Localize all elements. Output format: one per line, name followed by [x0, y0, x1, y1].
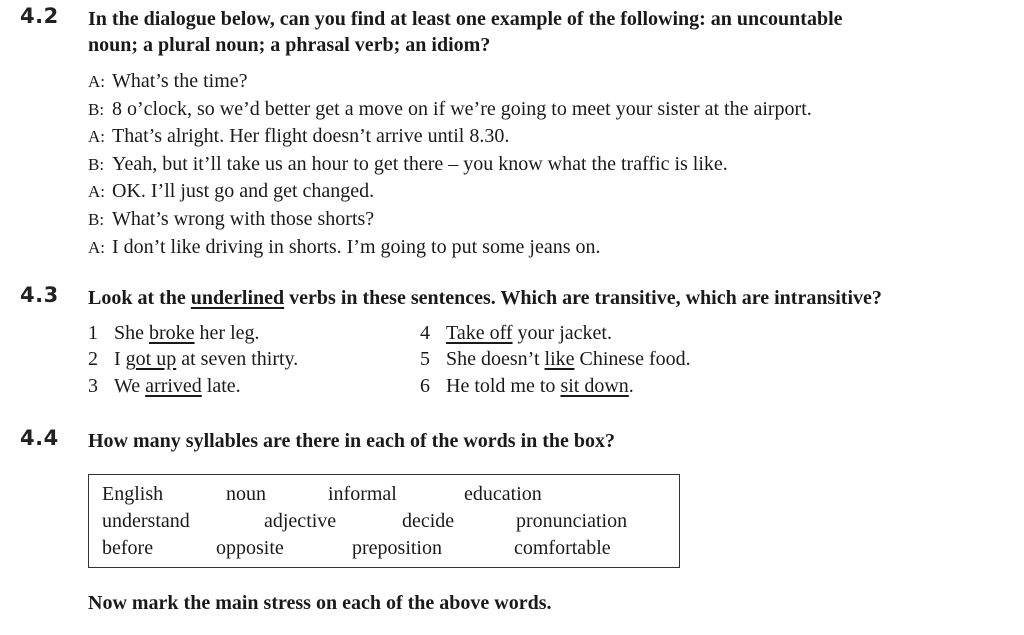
sentence-item	[420, 320, 612, 346]
instruction-line-1: In the dialogue below, can you find at least one example of the following: an uncountable	[88, 8, 843, 30]
sentence-text: Chinese food.	[574, 348, 691, 370]
sentence-text: .	[628, 375, 634, 397]
followup-instruction: Now mark the main stress on each of the above words.	[88, 592, 552, 614]
underlined-verb: arrived	[145, 375, 202, 397]
box-word: before	[102, 537, 154, 559]
dialogue-text: That’s alright. Her flight doesn’t arrive until 8.30.	[112, 125, 510, 148]
exercise-4-2-instruction	[88, 6, 1008, 58]
exercise-number-4-4: 4.4	[20, 426, 59, 450]
speaker-label: A:	[88, 127, 105, 147]
dialogue-line	[88, 178, 812, 206]
sentence-text: at seven thirty.	[176, 348, 299, 370]
sentence-number: 1	[88, 322, 98, 344]
instruction-underlined-word: underlined	[190, 287, 285, 309]
sentence-text: She	[114, 322, 149, 344]
dialogue-line	[88, 151, 812, 179]
sentence-text: We	[114, 375, 146, 397]
exercise-4-3-instruction	[88, 285, 1008, 311]
sentence-number: 3	[88, 375, 98, 397]
dialogue-line	[88, 96, 812, 124]
box-word: English	[102, 483, 164, 505]
sentence-number: 5	[420, 348, 430, 370]
sentence-text: your jacket.	[512, 322, 612, 344]
sentence-text: She doesn’t	[446, 348, 545, 370]
sentence-item	[88, 320, 260, 346]
speaker-label: B:	[88, 154, 105, 174]
box-word: opposite	[216, 537, 284, 559]
dialogue-text: Yeah, but it’ll take us an hour to get there – you know what the traffic is like.	[112, 152, 728, 175]
box-word: noun	[226, 483, 266, 505]
sentence-item	[420, 373, 634, 399]
speaker-label: A:	[88, 72, 105, 91]
exercise-number-4-3: 4.3	[20, 283, 59, 307]
box-word: decide	[402, 510, 455, 532]
dialogue-text: 8 o’clock, so we’d better get a move on if we’re going to meet your sister at the airport.	[112, 97, 812, 120]
box-word: education	[464, 483, 542, 505]
box-word: adjective	[264, 510, 337, 532]
speaker-label: B:	[88, 99, 105, 119]
underlined-verb: like	[544, 348, 575, 370]
box-word: preposition	[352, 537, 442, 559]
dialogue-line	[88, 123, 812, 151]
dialogue-text: What’s the time?	[112, 70, 248, 92]
sentence-number: 6	[420, 375, 430, 397]
sentence-text: late.	[201, 375, 241, 397]
sentence-text: I	[114, 348, 126, 370]
sentence-text: He told me to	[446, 375, 561, 397]
dialogue-text: I don’t like driving in shorts. I’m going to put some jeans on.	[112, 235, 601, 258]
sentence-item	[420, 346, 691, 372]
sentence-number: 4	[420, 322, 430, 344]
dialogue	[88, 68, 812, 261]
box-word: understand	[102, 510, 190, 532]
dialogue-line	[88, 68, 812, 96]
box-word: informal	[328, 483, 397, 505]
speaker-label: A:	[88, 237, 105, 257]
instruction-text: Look at the	[88, 287, 191, 309]
underlined-verb: got up	[125, 348, 177, 370]
sentence-item	[88, 346, 298, 372]
sentence-number: 2	[88, 348, 98, 370]
instruction-text: verbs in these sentences. Which are transitive, which are intransitive?	[284, 287, 882, 309]
dialogue-line	[88, 206, 812, 234]
underlined-verb: Take off	[446, 322, 513, 344]
underlined-verb: broke	[149, 322, 195, 344]
box-word: comfortable	[514, 537, 611, 559]
underlined-verb: sit down	[560, 375, 629, 397]
dialogue-line	[88, 234, 812, 262]
sentence-item	[88, 373, 241, 399]
sentence-text: her leg.	[194, 322, 260, 344]
dialogue-text: OK. I’ll just go and get changed.	[112, 180, 375, 203]
exercise-number-4-2: 4.2	[20, 4, 59, 28]
box-word: pronunciation	[516, 510, 628, 532]
instruction-line-2: noun; a plural noun; a phrasal verb; an idiom?	[88, 34, 491, 56]
speaker-label: A:	[88, 182, 105, 202]
exercise-4-4-instruction: How many syllables are there in each of the words in the box?	[88, 430, 616, 452]
dialogue-text: What’s wrong with those shorts?	[112, 207, 375, 230]
speaker-label: B:	[88, 209, 105, 229]
